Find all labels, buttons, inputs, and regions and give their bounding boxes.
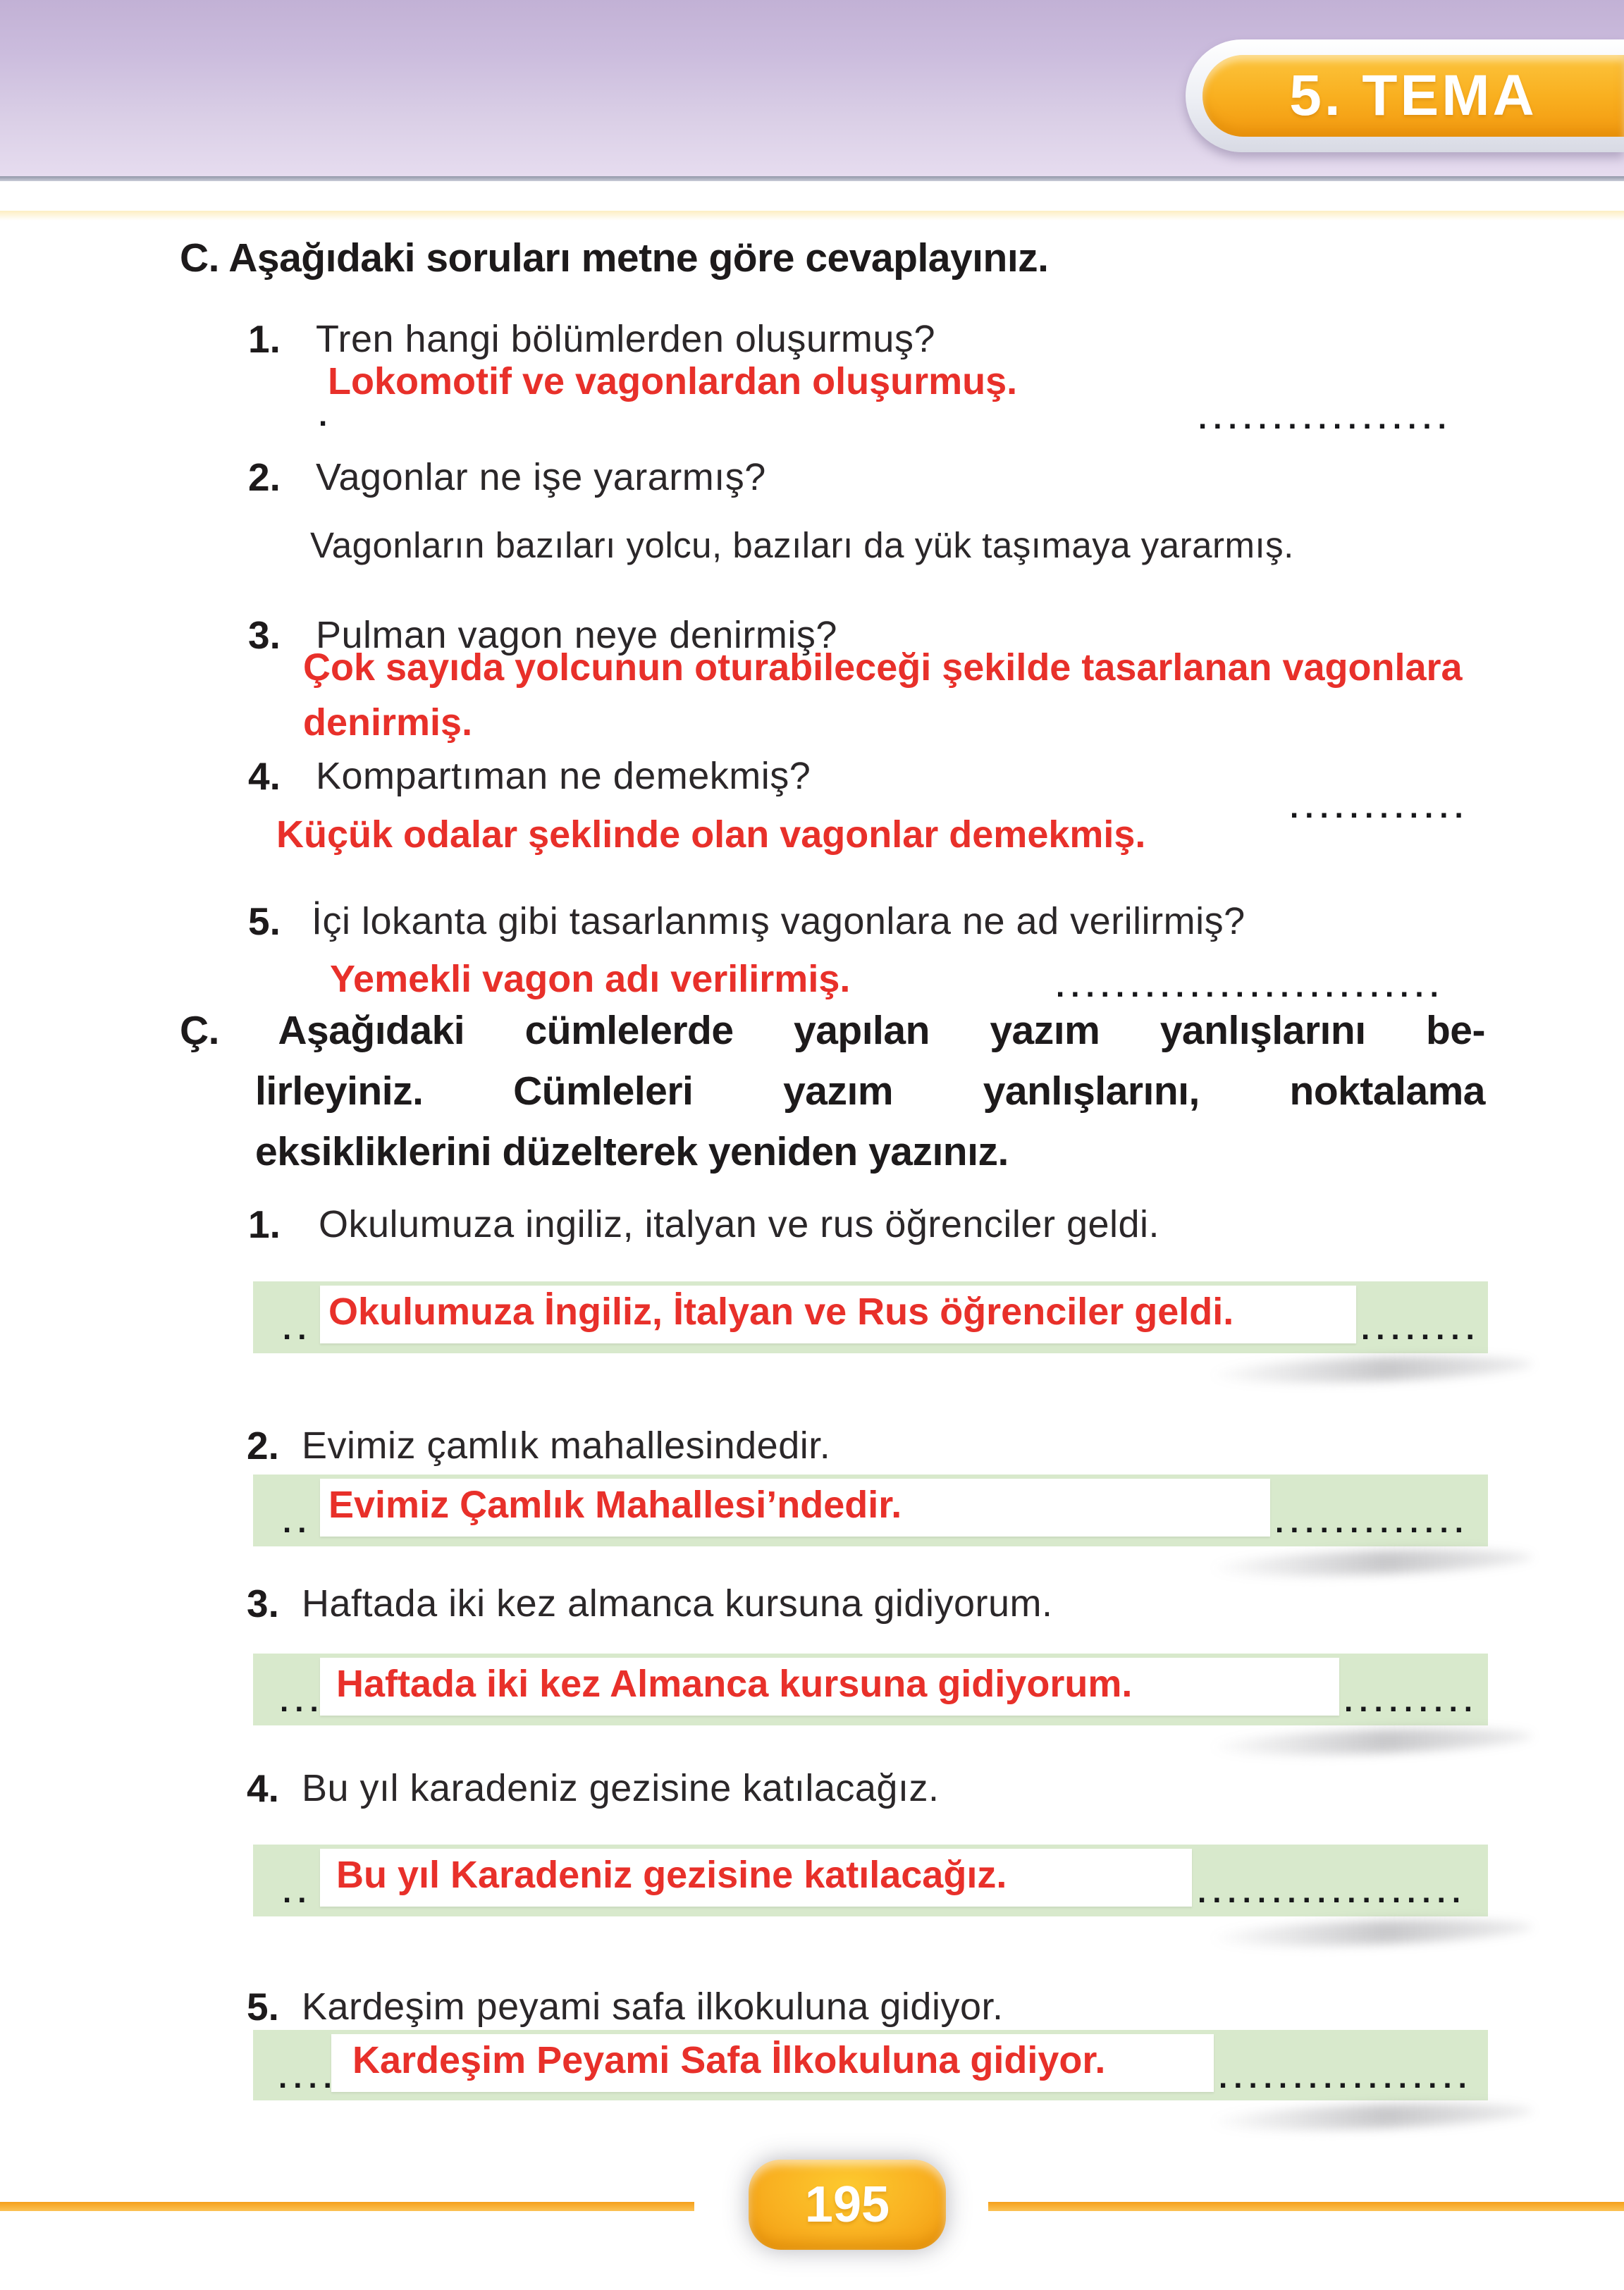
green-answer-bar	[253, 1654, 1488, 1725]
question-text: Vagonlar ne işe yararmış?	[316, 456, 766, 498]
page-number: 195	[804, 2177, 890, 2233]
question-text: Okulumuza ingiliz, italyan ve rus öğrenciler geldi.	[319, 1203, 1160, 1245]
page-number-badge	[749, 2160, 946, 2250]
answer-dotted-line-left: ..	[283, 1312, 313, 1346]
question-text: Tren hangi bölümlerden oluşurmuş?	[316, 318, 935, 360]
answer-text-red: Küçük odalar şeklinde olan vagonlar demekmiş.	[276, 813, 1146, 856]
answer-dotted-line-right: ..................	[1198, 1875, 1468, 1909]
answer-dotted-line-left: .	[319, 398, 334, 433]
question-text: Evimiz çamlık mahallesindedir.	[302, 1424, 831, 1467]
answer-dotted-line: ............	[1290, 790, 1470, 825]
question-text: Kardeşim peyami safa ilkokuluna gidiyor.	[302, 1986, 1004, 2028]
answer-dotted-line-right: .................	[1219, 2060, 1473, 2095]
question-number: 2.	[248, 455, 281, 499]
answer-text-black: Vagonların bazıları yolcu, bazıları da yük taşımaya yararmış.	[310, 525, 1294, 565]
top-yellow-rule	[0, 196, 1624, 211]
answer-text-red: denirmiş.	[303, 701, 473, 744]
answer-text-red: Okulumuza İngiliz, İtalyan ve Rus öğrenciler geldi.	[328, 1291, 1234, 1333]
question-text: Haftada iki kez almanca kursuna gidiyorum.	[302, 1582, 1053, 1625]
answer-dotted-line-left: ..	[283, 1505, 313, 1539]
question-number: 2.	[247, 1424, 279, 1467]
answer-dotted-line-right: .............	[1275, 1505, 1470, 1539]
green-answer-bar	[253, 2030, 1488, 2100]
answer-dotted-line-right: ........	[1361, 1312, 1481, 1346]
tema-badge	[1202, 55, 1624, 137]
tema-badge-label: 5. TEMA	[1289, 63, 1537, 128]
question-number: 1.	[248, 1202, 281, 1246]
green-answer-bar	[253, 1845, 1488, 1916]
footer-rule-right	[988, 2202, 1624, 2211]
answer-text-red: Yemekli vagon adı verilirmiş.	[330, 958, 851, 1000]
top-yellow-rule-glow	[0, 211, 1624, 221]
green-answer-bar	[253, 1475, 1488, 1546]
question-text: İçi lokanta gibi tasarlanmış vagonlara ne ad verilirmiş?	[312, 900, 1245, 942]
header-edge-line	[0, 176, 1624, 181]
answer-text-red: Lokomotif ve vagonlardan oluşurmuş.	[328, 360, 1018, 402]
question-number: 4.	[248, 754, 281, 798]
question-text: Kompartıman ne demekmiş?	[316, 755, 811, 797]
question-number: 1.	[248, 317, 281, 361]
question-number: 5.	[248, 899, 281, 943]
question-number: 3.	[247, 1582, 279, 1625]
answer-text-red: Bu yıl Karadeniz gezisine katılacağız.	[336, 1854, 1007, 1896]
section-cedilla-title-line: eksikliklerini düzelterek yeniden yazınız.	[255, 1129, 1009, 1174]
section-c-title: C. Aşağıdaki soruları metne göre cevaplayınız.	[180, 235, 1049, 281]
answer-text-red: Haftada iki kez Almanca kursuna gidiyorum.	[336, 1663, 1133, 1705]
question-number: 5.	[247, 1985, 279, 2029]
answer-dotted-line-left: ..	[283, 1875, 313, 1909]
answer-text-red: Evimiz Çamlık Mahallesi’ndedir.	[328, 1484, 902, 1526]
answer-dotted-line-left: ...	[280, 1684, 325, 1718]
question-number: 4.	[247, 1766, 279, 1810]
answer-text-red: Çok sayıda yolcunun oturabileceği şekilde tasarlanan vagonlara	[303, 646, 1463, 689]
answer-dotted-line: .................	[1198, 401, 1453, 436]
answer-dotted-line-left: ....	[278, 2060, 338, 2095]
section-cedilla-title-line: lirleyiniz. Cümleleri yazım yanlışlarını, noktalama	[255, 1069, 1485, 1114]
answer-dotted-line-right: .........	[1344, 1684, 1480, 1718]
answer-text-red: Kardeşim Peyami Safa İlkokuluna gidiyor.	[352, 2039, 1106, 2081]
green-answer-bar	[253, 1281, 1488, 1353]
question-text: Bu yıl karadeniz gezisine katılacağız.	[302, 1767, 940, 1809]
answer-dotted-line: ..........................	[1056, 969, 1445, 1004]
footer-rule-left	[0, 2202, 694, 2211]
tema-tab	[1186, 39, 1624, 152]
question-text: Pulman vagon neye denirmiş?	[316, 614, 837, 656]
question-number: 3.	[248, 613, 281, 657]
section-cedilla-title-line: Ç. Aşağıdaki cümlelerde yapılan yazım yanlışlarını be-	[180, 1008, 1485, 1053]
